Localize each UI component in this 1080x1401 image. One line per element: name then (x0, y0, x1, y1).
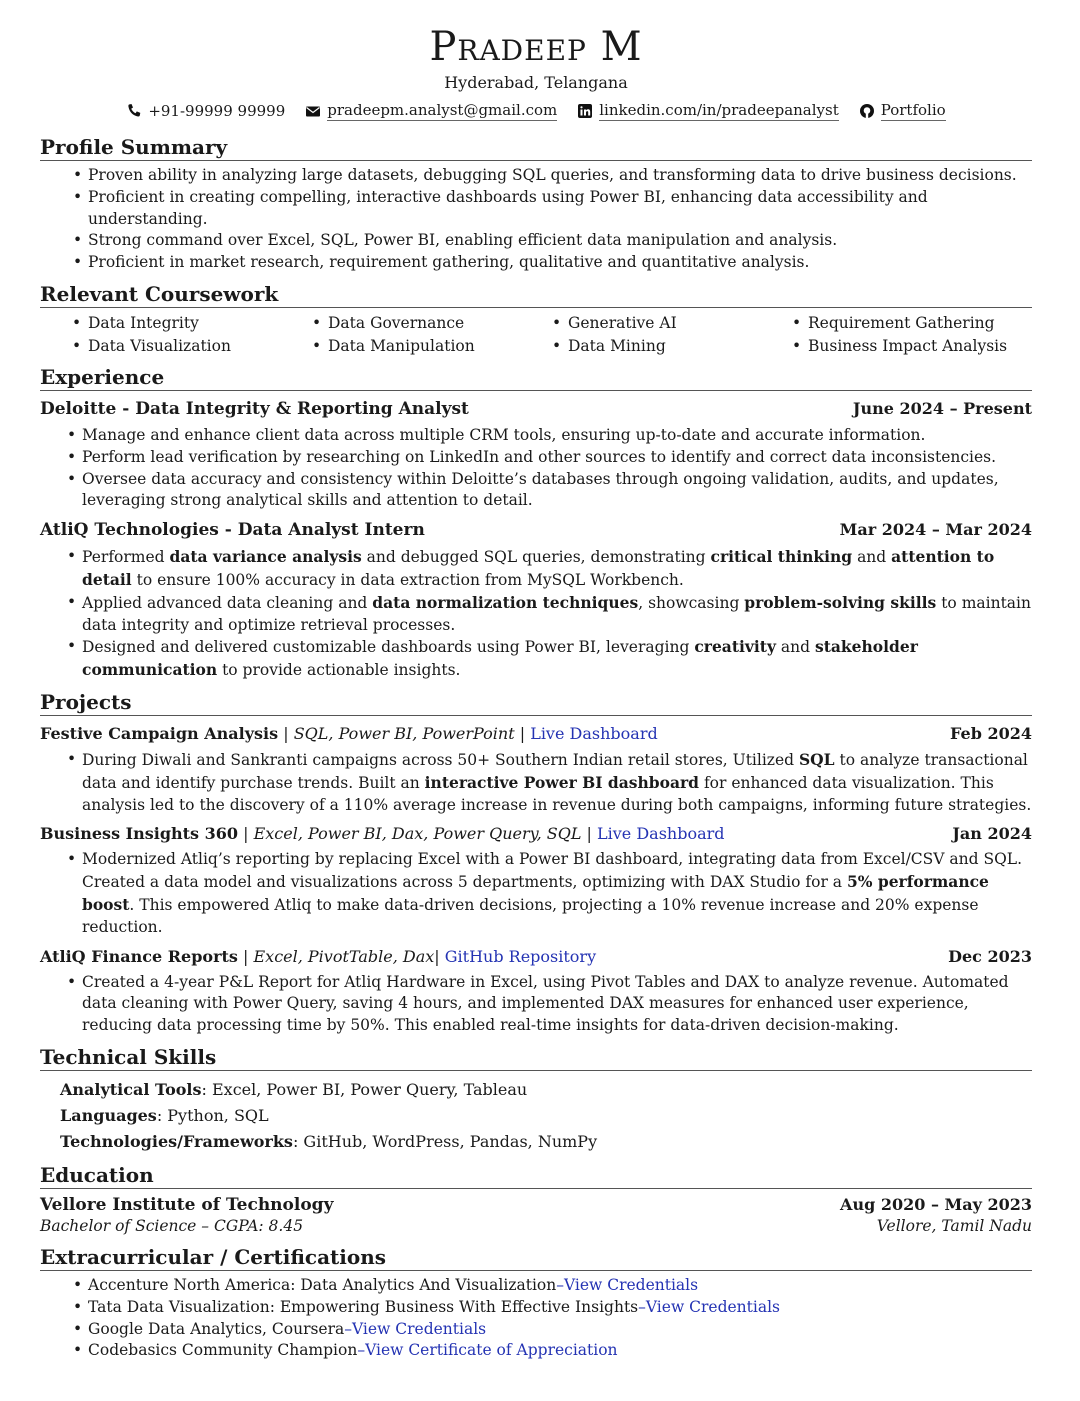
contact-row (40, 100, 1032, 121)
course-item: • Business Impact Analysis (792, 335, 1032, 357)
section-title-projects: Projects (40, 690, 1032, 716)
linkedin-icon (577, 103, 593, 119)
education-entry (40, 1195, 1032, 1237)
education-place: Vellore, Tamil Nadu (876, 1216, 1032, 1235)
list-item: • Performed data variance analysis and debugged SQL queries, demonstrating critical thinking and attention to detail to ensure 100% accuracy in data extraction from MySQL Workbench. (82, 546, 1032, 592)
github-icon (859, 103, 875, 119)
phone-icon (126, 103, 142, 119)
email-contact[interactable] (305, 100, 557, 121)
project-name: AtliQ Finance Reports (40, 946, 238, 966)
email-link[interactable]: pradeepm.analyst@gmail.com (327, 101, 558, 119)
job-title: AtliQ Technologies - Data Analyst Intern (40, 520, 425, 541)
skill-row: Analytical Tools: Excel, Power BI, Power Query, Tableau (60, 1079, 528, 1099)
course-item: • Generative AI (552, 312, 792, 334)
section-title-skills: Technical Skills (40, 1045, 1032, 1071)
list-item: • Codebasics Community Champion–View Certificate of Appreciation (88, 1340, 1032, 1362)
list-item: • Perform lead verification by researching on LinkedIn and other sources to identify and correct data inconsistencies. (82, 447, 1032, 469)
list-item: • Oversee data accuracy and consistency within Deloitte’s databases through ongoing validation, audits, and updates, leveraging strong analytical skills and attention to detail. (82, 469, 1032, 513)
school-name: Vellore Institute of Technology (40, 1194, 334, 1215)
project-date: Dec 2023 (948, 946, 1032, 966)
view-credentials-link[interactable]: View Credentials (563, 1275, 699, 1294)
list-item: • Tata Data Visualization: Empowering Business With Effective Insights–View Credentials (88, 1297, 1032, 1319)
job-title: Deloitte - Data Integrity & Reporting Analyst (40, 398, 469, 419)
course-item: • Data Integrity (72, 312, 312, 334)
project-business-insights: Business Insights 360 | Excel, Power BI, Dax, Power Query, SQL | Live Dashboard Jan 2024 • Modernized Atliq’s reporting by replacing Excel with a Power BI dashboard, integrating data from Excel/CSV and SQL. Created a data model and visualizations across 5 departments, optimizing with DAX Studio for a 5% performance boost. This empowered Atliq to make data-driven decisions, projecting a 10% revenue increase and 20% expense reduction. (40, 822, 1032, 938)
portfolio-contact[interactable] (859, 100, 946, 121)
section-title-education: Education (40, 1163, 1032, 1189)
list-item: • Proficient in market research, requirement gathering, qualitative and quantitative analysis. (88, 252, 1032, 274)
job-date: June 2024 – Present (852, 398, 1032, 418)
project-tools: SQL, Power BI, PowerPoint (293, 723, 515, 743)
skill-row: Languages: Python, SQL (60, 1105, 269, 1125)
view-certificate-link[interactable]: View Certificate of Appreciation (365, 1341, 618, 1360)
course-item: • Data Governance (312, 312, 552, 334)
degree: Bachelor of Science – CGPA: 8.45 (40, 1216, 304, 1235)
experience-atliq (40, 512, 1032, 682)
github-repository-link[interactable]: GitHub Repository (444, 946, 597, 966)
certifications-list (40, 1275, 1032, 1362)
linkedin-contact[interactable] (577, 100, 839, 121)
experience-deloitte (40, 391, 1032, 512)
list-item: • Google Data Analytics, Coursera–View Credentials (88, 1319, 1032, 1341)
course-item: • Data Manipulation (312, 335, 552, 357)
skills-list (60, 1077, 1032, 1155)
list-item: • Applied advanced data cleaning and data normalization techniques, showcasing problem-solving skills to maintain data integrity and optimize retrieval processes. (82, 592, 1032, 637)
section-title-coursework: Relevant Coursework (40, 282, 1032, 308)
list-item: • Proficient in creating compelling, interactive dashboards using Power BI, enhancing data accessibility and understanding. (88, 187, 1032, 231)
course-item: • Data Mining (552, 335, 792, 357)
portfolio-link[interactable]: Portfolio (880, 101, 946, 119)
list-item: • Created a 4-year P&L Report for Atliq Hardware in Excel, using Pivot Tables and DAX to analyze revenue. Automated data cleaning with Power Query, saving 4 hours, and implemented DAX measures for enhanced user experience, reducing data processing time by 50%. This enabled real-time insights for data-driven decision-making. (82, 972, 1032, 1037)
live-dashboard-link[interactable]: Live Dashboard (597, 824, 725, 844)
envelope-icon (305, 103, 321, 119)
candidate-name: Pradeep M (429, 24, 643, 70)
project-finance-reports: AtliQ Finance Reports | Excel, PivotTable, Dax| GitHub Repository Dec 2023 • Created a 4-year P&L Report for Atliq Hardware in Excel, using Pivot Tables and DAX to analyze revenue. Automated data cleaning with Power Query, saving 4 hours, and implemented DAX measures for enhanced user experience, reducing data processing time by 50%. This enabled real-time insights for data-driven decision-making. (40, 945, 1032, 1037)
phone-number: +91-99999 99999 (148, 101, 286, 120)
live-dashboard-link[interactable]: Live Dashboard (530, 723, 658, 743)
project-name: Festive Campaign Analysis (40, 723, 279, 743)
profile-summary-list (40, 165, 1032, 274)
project-name: Business Insights 360 (40, 824, 239, 844)
coursework-grid (72, 312, 1032, 357)
course-item: • Data Visualization (72, 335, 312, 357)
linkedin-link[interactable]: linkedin.com/in/pradeepanalyst (599, 101, 839, 119)
list-item: • Modernized Atliq’s reporting by replacing Excel with a Power BI dashboard, integrating data from Excel/CSV and SQL. Created a data model and visualizations across 5 departments, optimizing with DAX Studio for a 5% performance boost. This empowered Atliq to make data-driven decisions, projecting a 10% revenue increase and 20% expense reduction. (82, 849, 1032, 938)
section-title-profile-summary: Profile Summary (40, 135, 1032, 161)
section-title-experience: Experience (40, 365, 1032, 391)
view-credentials-link[interactable]: View Credentials (352, 1319, 487, 1338)
section-title-extracurricular: Extracurricular / Certifications (40, 1245, 1032, 1271)
job-date: Mar 2024 – Mar 2024 (839, 520, 1032, 540)
list-item: • During Diwali and Sankranti campaigns across 50+ Southern Indian retail stores, Utilized SQL to analyze transactional data and identify purchase trends. Built an interactive Power BI dashboard for enhanced data visualization. This analysis led to the discovery of a 110% average increase in revenue during both campaigns, informing future strategies. (82, 749, 1032, 816)
list-item: • Designed and delivered customizable dashboards using Power BI, leveraging creativity and stakeholder communication to provide actionable insights. (82, 636, 1032, 682)
skill-row: Technologies/Frameworks: GitHub, WordPress, Pandas, NumPy (60, 1131, 598, 1151)
list-item: • Manage and enhance client data across multiple CRM tools, ensuring up-to-date and accurate information. (82, 425, 1032, 447)
education-date: Aug 2020 – May 2023 (840, 1194, 1032, 1214)
candidate-location: Hyderabad, Telangana (444, 73, 628, 92)
list-item: • Accenture North America: Data Analytics And Visualization–View Credentials (88, 1275, 1032, 1297)
project-festive-campaign: Festive Campaign Analysis | SQL, Power BI, PowerPoint | Live Dashboard Feb 2024 • During Diwali and Sankranti campaigns across 50+ Southern Indian retail stores, Utilized SQL to analyze transactional data and identify purchase trends. Built an interactive Power BI dashboard for enhanced data visualization. This analysis led to the discovery of a 110% average increase in revenue during both campaigns, informing future strategies. (40, 722, 1032, 816)
course-item: • Requirement Gathering (792, 312, 1032, 334)
project-tools: Excel, PivotTable, Dax (253, 946, 435, 966)
list-item: • Strong command over Excel, SQL, Power BI, enabling efficient data manipulation and analysis. (88, 230, 1032, 252)
project-tools: Excel, Power BI, Dax, Power Query, SQL (253, 824, 582, 844)
view-credentials-link[interactable]: View Credentials (645, 1297, 780, 1316)
phone-contact[interactable] (126, 100, 285, 121)
list-item: • Proven ability in analyzing large datasets, debugging SQL queries, and transforming data to drive business decisions. (88, 165, 1032, 187)
project-date: Feb 2024 (950, 723, 1032, 743)
project-date: Jan 2024 (952, 824, 1032, 844)
